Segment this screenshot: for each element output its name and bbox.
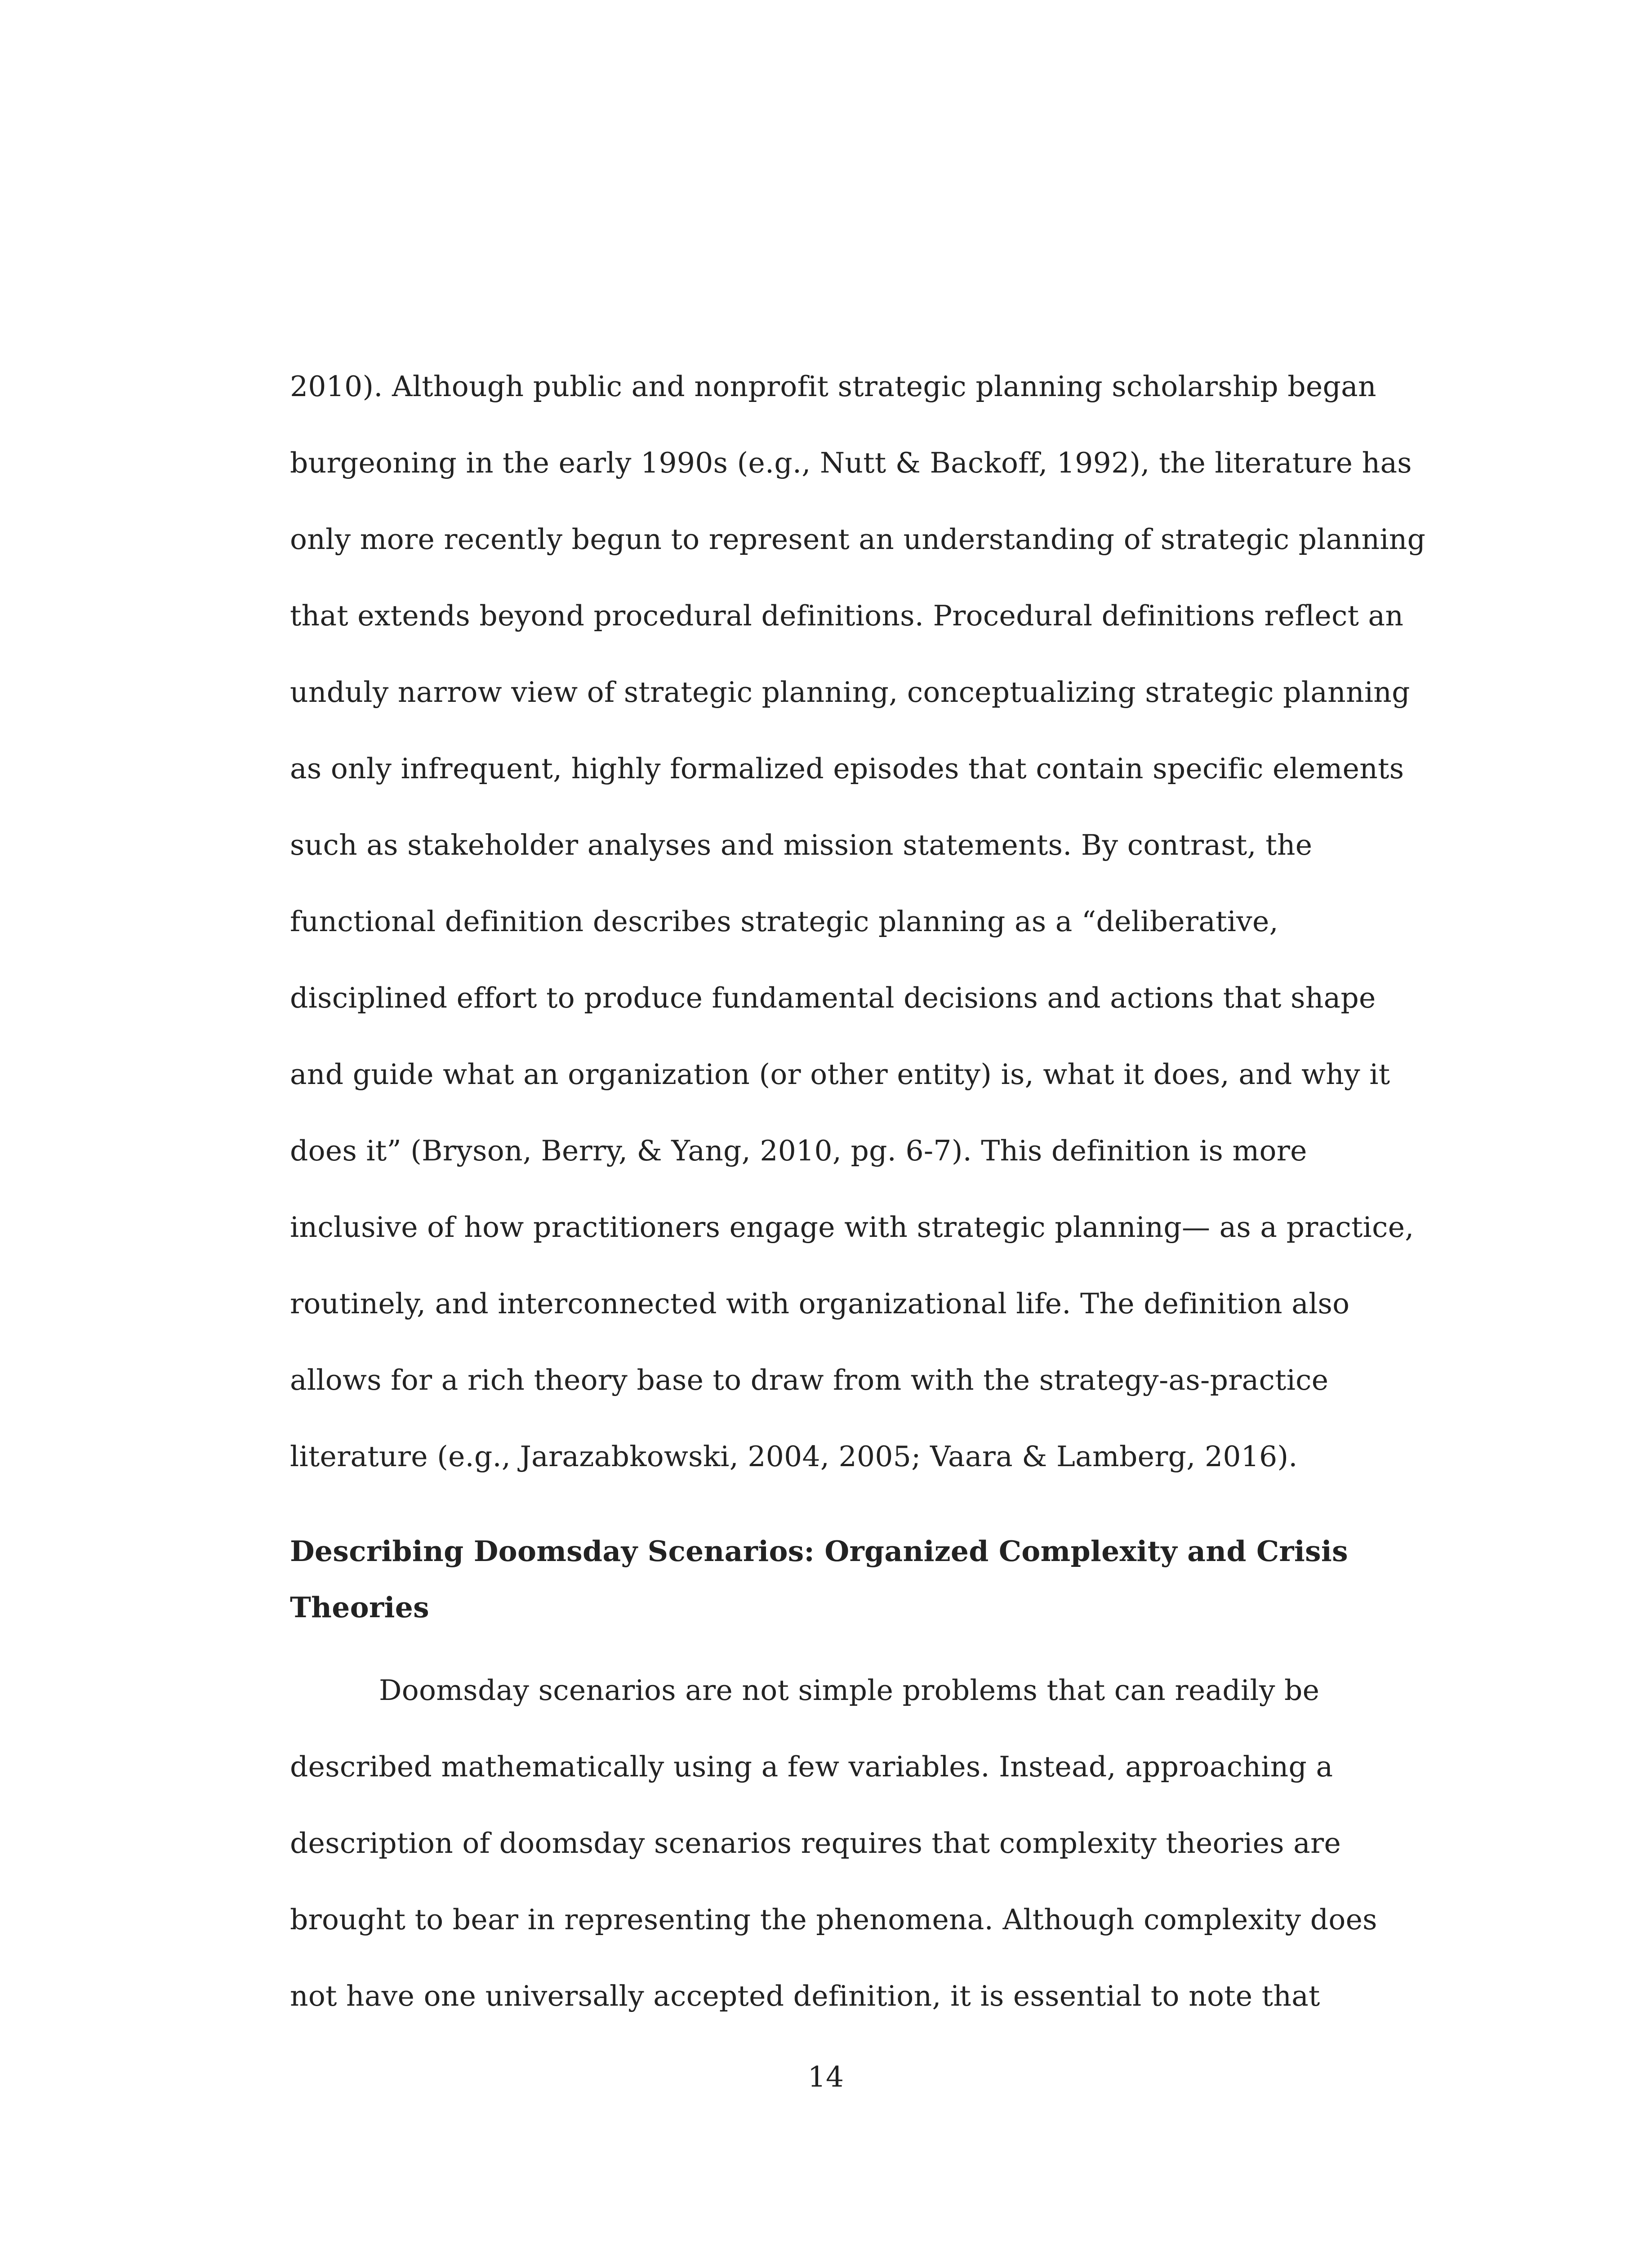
page-number: 14 bbox=[807, 2061, 844, 2093]
text-line: described mathematically using a few variables. Instead, approaching a bbox=[290, 1750, 1333, 1783]
text-line: such as stakeholder analyses and mission statements. By contrast, the bbox=[290, 829, 1313, 861]
text-line: disciplined effort to produce fundamental decisions and actions that shape bbox=[290, 981, 1376, 1014]
heading-line: Theories bbox=[290, 1591, 429, 1624]
text-line: literature (e.g., Jarazabkowski, 2004, 2005; Vaara & Lamberg, 2016). bbox=[290, 1440, 1298, 1473]
text-line: burgeoning in the early 1990s (e.g., Nutt & Backoff, 1992), the literature has bbox=[290, 446, 1412, 479]
heading-line: Describing Doomsday Scenarios: Organized Complexity and Crisis bbox=[290, 1534, 1348, 1568]
text-line: not have one universally accepted definition, it is essential to note that bbox=[290, 1980, 1320, 2012]
text-line: Doomsday scenarios are not simple problems that can readily be bbox=[379, 1674, 1320, 1707]
text-line: unduly narrow view of strategic planning, conceptualizing strategic planning bbox=[290, 676, 1410, 709]
text-line: does it” (Bryson, Berry, & Yang, 2010, pg. 6-7). This definition is more bbox=[290, 1134, 1307, 1167]
text-line: routinely, and interconnected with organizational life. The definition also bbox=[290, 1287, 1350, 1320]
text-line: 2010). Although public and nonprofit strategic planning scholarship began bbox=[290, 370, 1376, 403]
text-line: and guide what an organization (or other entity) is, what it does, and why it bbox=[290, 1058, 1390, 1091]
text-line: as only infrequent, highly formalized episodes that contain specific elements bbox=[290, 752, 1404, 785]
text-line: inclusive of how practitioners engage with strategic planning— as a practice, bbox=[290, 1211, 1414, 1244]
text-line: brought to bear in representing the phenomena. Although complexity does bbox=[290, 1903, 1377, 1936]
text-line: allows for a rich theory base to draw from with the strategy-as-practice bbox=[290, 1364, 1329, 1396]
text-line: functional definition describes strategic planning as a “deliberative, bbox=[290, 905, 1278, 938]
text-line: only more recently begun to represent an understanding of strategic planning bbox=[290, 523, 1426, 556]
text-line: description of doomsday scenarios requires that complexity theories are bbox=[290, 1827, 1341, 1860]
text-line: that extends beyond procedural definitions. Procedural definitions reflect an bbox=[290, 599, 1404, 632]
